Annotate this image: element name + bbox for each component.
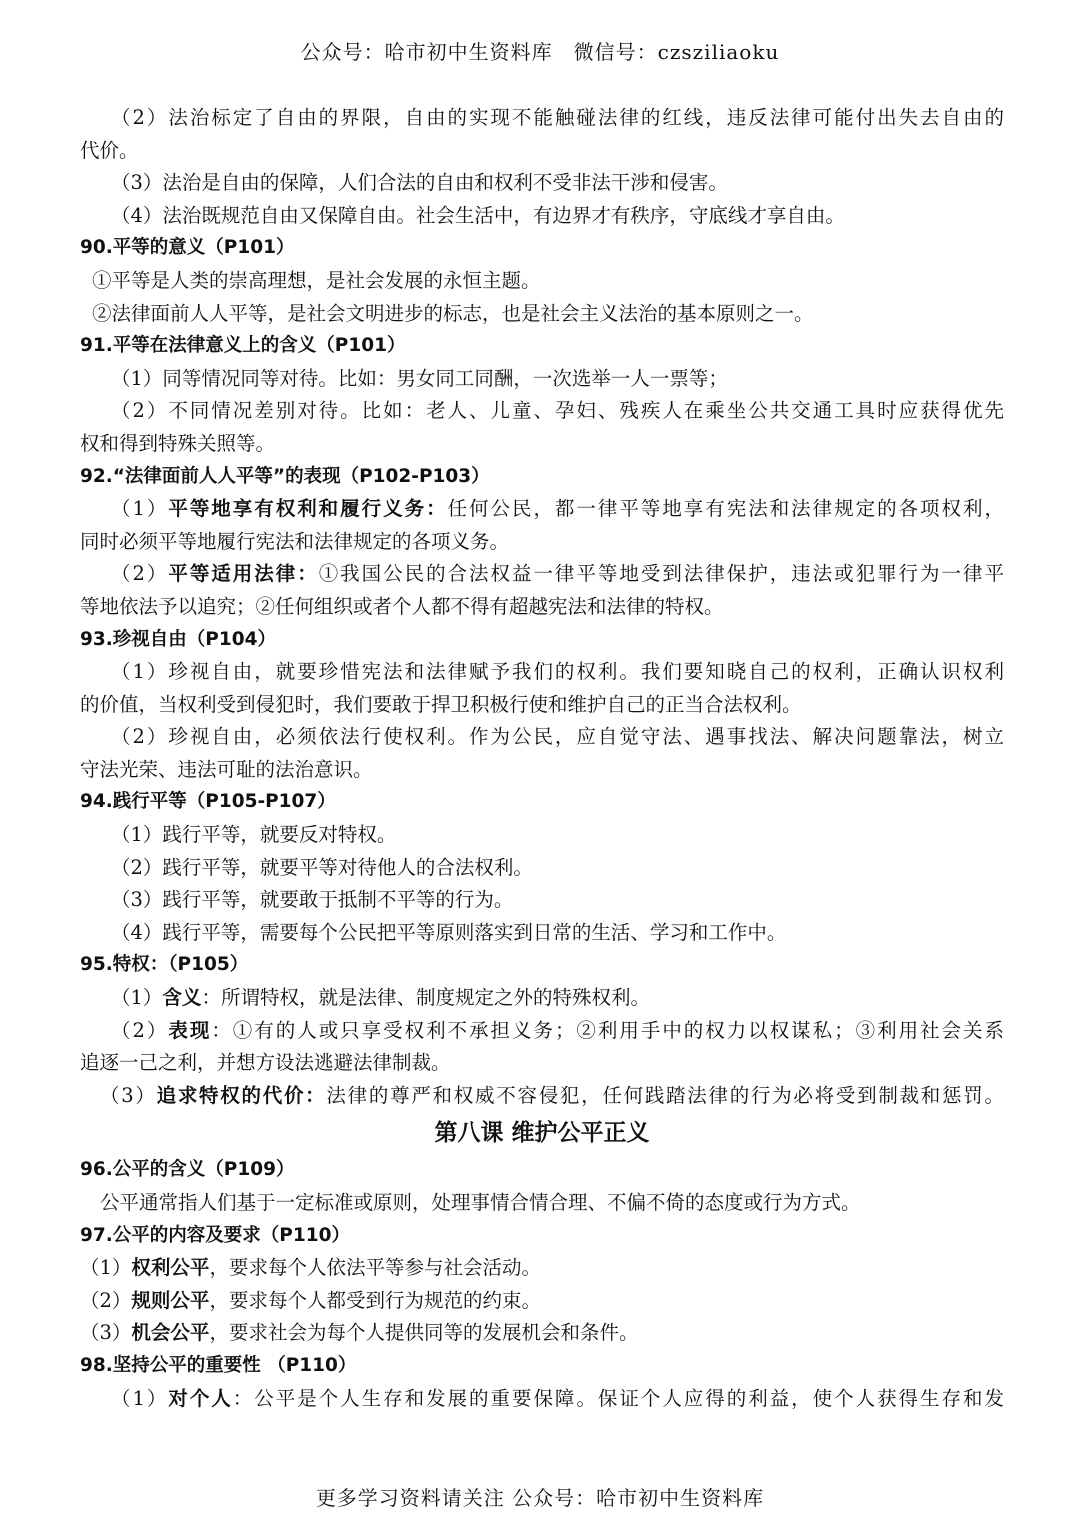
- section-heading-90: 90.平等的意义（P101）: [80, 237, 295, 259]
- key-term: 机会公平: [131, 1321, 210, 1345]
- paragraph-line: ①平等是人类的崇高理想，是社会发展的永恒主题。: [92, 268, 541, 292]
- item-number: （1）: [111, 1386, 169, 1410]
- key-term: 对个人: [168, 1386, 233, 1410]
- key-term: 表现: [168, 1018, 212, 1042]
- paragraph-line: [80, 558, 1004, 591]
- item-number: （1）: [80, 1256, 132, 1280]
- paragraph-line: （1）同等情况同等对待。比如：男女同工同酬，一次选举一人一票等；: [111, 366, 728, 390]
- paragraph-line: [80, 1252, 1004, 1285]
- item-text: 法律的尊严和权威不容侵犯，任何践踏法律的行为必将受到制裁和惩罚。: [326, 1083, 1004, 1107]
- paragraph-line: （3）法治是自由的保障，人们合法的自由和权利不受非法干涉和侵害。: [111, 171, 728, 195]
- section-heading-91: 91.平等在法律意义上的含义（P101）: [80, 335, 406, 357]
- section-heading-94: 94.践行平等（P105-P107）: [80, 791, 336, 813]
- item-number: （3）: [80, 1321, 132, 1345]
- paragraph-line: [80, 982, 1004, 1015]
- paragraph-line: [80, 493, 1004, 526]
- paragraph-line: [80, 1285, 1004, 1318]
- section-heading-96: 96.公平的含义（P109）: [80, 1159, 295, 1181]
- paragraph-line: 等地依法予以追究；②任何组织或者个人都不得有超越宪法和法律的特权。: [80, 594, 724, 618]
- paragraph-line: （2）践行平等，就要平等对待他人的合法权利。: [111, 855, 533, 879]
- page-header: 公众号：哈市初中生资料库 微信号：czsziliaoku: [300, 40, 780, 64]
- key-term: 权利公平: [131, 1256, 210, 1280]
- paragraph-line: （3）践行平等，就要敢于抵制不平等的行为。: [111, 888, 514, 912]
- section-heading-95: 95.特权：（P105）: [80, 954, 249, 976]
- paragraph-line: （4）法治既规范自由又保障自由。社会生活中，有边界才有秩序，守底线才享自由。: [111, 203, 845, 227]
- paragraph-line: （1）珍视自由，就要珍惜宪法和法律赋予我们的权利。我们要知晓自己的权利，正确认识权利: [111, 660, 1004, 684]
- section-heading-92: 92.“法律面前人人平等”的表现（P102-P103）: [80, 465, 490, 487]
- item-text: 任何公民，都一律平等地享有宪法和法律规定的各项权利，: [447, 497, 1004, 521]
- item-text: ：公平是个人生存和发展的重要保障。保证个人应得的利益，使个人获得生存和发: [232, 1386, 1004, 1410]
- paragraph-line: [80, 1080, 1004, 1113]
- item-text: ，要求每个人依法平等参与社会活动。: [209, 1256, 541, 1280]
- key-term: 平等适用法律：: [168, 562, 319, 586]
- paragraph-line: 的价值，当权利受到侵犯时，我们要敢于捍卫积极行使和维护自己的正当合法权利。: [80, 692, 802, 716]
- item-text: ①我国公民的合法权益一律平等地受到法律保护，违法或犯罪行为一律平: [318, 562, 1004, 586]
- paragraph-line: （1）践行平等，就要反对特权。: [111, 823, 397, 847]
- paragraph-line: （2）珍视自由，必须依法行使权利。作为公民，应自觉守法、遇事找法、解决问题靠法，树立: [111, 725, 1004, 749]
- paragraph-line: [80, 1383, 1004, 1416]
- item-number: （1）: [111, 986, 163, 1010]
- document-body: [80, 102, 1004, 1415]
- key-term: 追求特权的代价：: [156, 1083, 327, 1107]
- paragraph-line: 代价。: [80, 138, 139, 162]
- item-number: （3）: [100, 1083, 157, 1107]
- paragraph-line: 权和得到特殊关照等。: [80, 431, 276, 455]
- paragraph-line: （2）不同情况差别对待。比如：老人、儿童、孕妇、残疾人在乘坐公共交通工具时应获得优先: [111, 399, 1004, 423]
- key-term: 平等地享有权利和履行义务：: [168, 497, 448, 521]
- paragraph-line: 追逐一己之利，并想方设法逃避法律制裁。: [80, 1051, 451, 1075]
- item-text: ，要求每个人都受到行为规范的约束。: [209, 1288, 541, 1312]
- key-term: 含义: [162, 986, 202, 1010]
- key-term: 规则公平: [131, 1288, 210, 1312]
- paragraph-line: ②法律面前人人平等，是社会文明进步的标志，也是社会主义法治的基本原则之一。: [92, 301, 814, 325]
- section-heading-97: 97.公平的内容及要求（P110）: [80, 1224, 350, 1246]
- paragraph-line: 同时必须平等地履行宪法和法律规定的各项义务。: [80, 529, 510, 553]
- section-heading-98: 98.坚持公平的重要性 （P110）: [80, 1354, 357, 1376]
- paragraph-line: （4）践行平等，需要每个公民把平等原则落实到日常的生活、学习和工作中。: [111, 920, 787, 944]
- paragraph-line: 公平通常指人们基于一定标准或原则，处理事情合情合理、不偏不倚的态度或行为方式。: [100, 1191, 861, 1214]
- chapter-title: 第八课 维护公平正义: [434, 1120, 650, 1147]
- paragraph-line: [80, 1015, 1004, 1048]
- paragraph-line: [80, 1317, 1004, 1350]
- item-number: （2）: [111, 562, 169, 586]
- item-text: ：所谓特权，就是法律、制度规定之外的特殊权利。: [201, 986, 650, 1010]
- item-number: （2）: [111, 1018, 169, 1042]
- item-text: ：①有的人或只享受权利不承担义务；②利用手中的权力以权谋私；③利用社会关系: [211, 1018, 1004, 1042]
- section-heading-93: 93.珍视自由（P104）: [80, 628, 276, 650]
- page-footer: 更多学习资料请关注 公众号：哈市初中生资料库: [315, 1486, 765, 1510]
- item-number: （1）: [111, 497, 169, 521]
- paragraph-line: （2）法治标定了自由的界限，自由的实现不能触碰法律的红线，违反法律可能付出失去自由的: [111, 106, 1004, 129]
- item-text: ，要求社会为每个人提供同等的发展机会和条件。: [209, 1321, 639, 1345]
- item-number: （2）: [80, 1288, 132, 1312]
- paragraph-line: 守法光荣、违法可耻的法治意识。: [80, 757, 373, 781]
